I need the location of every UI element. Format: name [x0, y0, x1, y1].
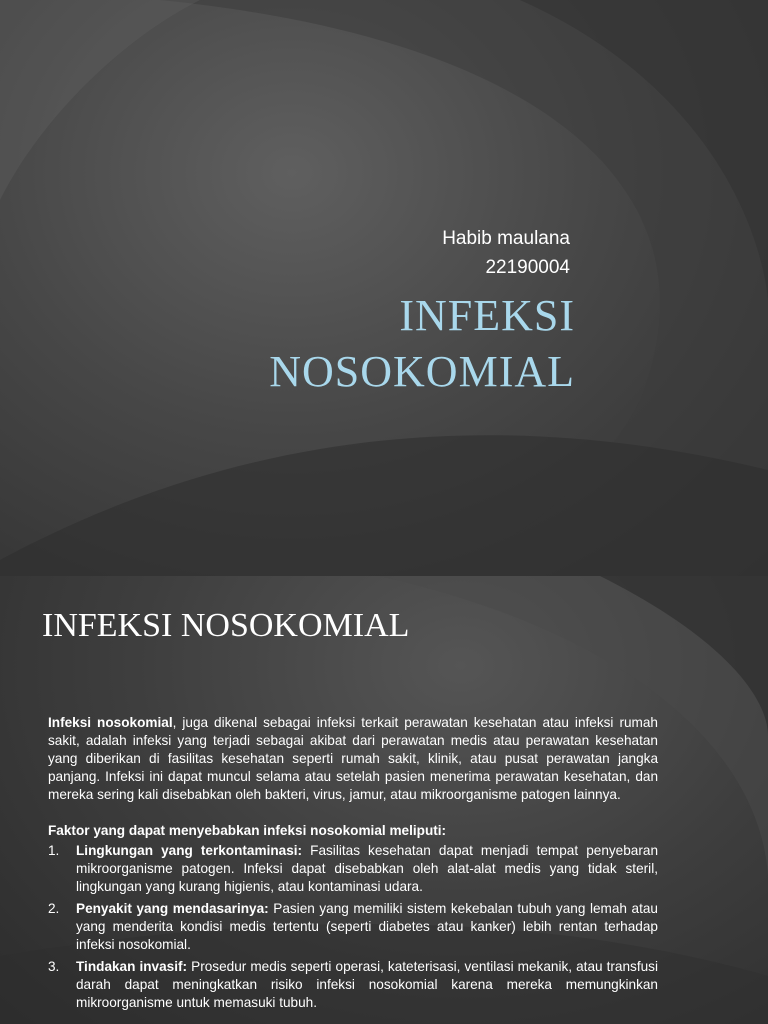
list-item-term: Tindakan invasif: [76, 959, 188, 974]
intro-paragraph [48, 714, 658, 804]
content-body [48, 714, 658, 1016]
list-item-term: Lingkungan yang terkontaminasi: [76, 843, 303, 858]
list-item-number: 1. [48, 843, 60, 858]
list-item [48, 842, 658, 896]
author-name: Habib maulana [442, 228, 570, 249]
list-item-text: Pasien yang memiliki sistem kekebalan tubuh yang lemah atau yang menderita kondisi medis tertentu (seperti diabetes atau kanker) lebih rentan terhadap infeksi nosokomial. [76, 901, 658, 952]
slide-title-line1: INFEKSI [399, 291, 575, 340]
content-title: INFEKSI NOSOKOMIAL [42, 607, 410, 644]
list-item-text: Prosedur medis seperti operasi, kateterisasi, ventilasi mekanik, atau transfusi darah dapat meningkatkan risiko infeksi nosokomial karena mereka memungkinkan mikroorganisme untuk memasuki tubuh. [76, 959, 658, 1010]
list-item-number: 3. [48, 959, 60, 974]
intro-term: Infeksi nosokomial [48, 715, 173, 730]
list-item [48, 900, 658, 954]
list-item-text: Fasilitas kesehatan dapat menjadi tempat penyebaran mikroorganisme patogen. Infeksi dapat disebabkan oleh alat-alat medis yang tidak steril, lingkungan yang kurang higienis, atau kontaminasi udara. [76, 843, 659, 894]
slide-title-line2: NOSOKOMIAL [269, 347, 575, 396]
list-item-term: Penyakit yang mendasarinya: [76, 901, 269, 916]
factors-list [48, 842, 658, 1012]
list-item [48, 958, 658, 1012]
slide-title [269, 288, 575, 400]
factors-heading: Faktor yang dapat menyebabkan infeksi nosokomial meliputi: [48, 823, 447, 838]
author-block [442, 224, 570, 282]
intro-text: , juga dikenal sebagai infeksi terkait perawatan kesehatan atau infeksi rumah sakit, adalah infeksi yang terjadi sebagai akibat dari perawatan medis atau perawatan kesehatan yang diberikan di fasilitas kesehatan seperti rumah sakit, klinik, atau pusat perawatan jangka panjang. Infeksi ini dapat muncul selama atau setelah pasien menerima perawatan kesehatan, dan mereka sering kali disebabkan oleh bakteri, virus, jamur, atau mikroorganisme patogen lainnya. [48, 715, 658, 802]
author-id: 22190004 [485, 257, 570, 278]
list-item-number: 2. [48, 901, 60, 916]
